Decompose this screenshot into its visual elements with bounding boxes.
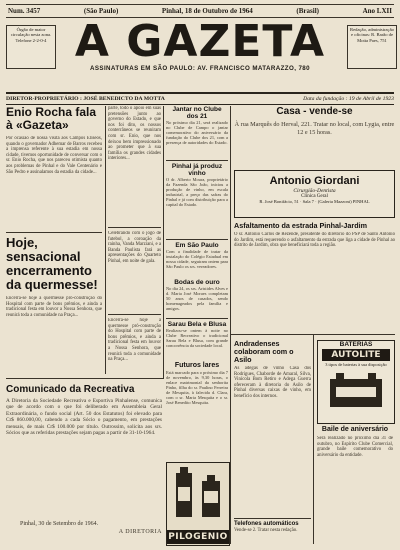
text-noivos: Está marcado para o próximo dia 7 de novembro, às 9,30 horas, o enlace matrimonial da senhorita Pinho, filha do sr. Paulino Ferreira de Mesquita, à falecida d. Clara, com o sr. Maria Mesquita e o sr. José Benedito Mesquita. [166,370,228,405]
article-baile [317,426,393,536]
subscription-address: ASSINATURAS EM SÃO PAULO: AV. FRANCISCO MATARAZZO, 780 [90,65,310,72]
baterias-ad [317,340,395,424]
dentist-address: R. José Bonifácio, 51 · Sala 7 · (Galeria Mazzoni) PINHAL [259,199,370,204]
article-andradenses [234,340,311,534]
text-sao-paulo: Com a finalidade de tratar da instalação do Colégio Estadual em nossa cidade, seguiram ontem para São Paulo os srs. vereadores. [166,249,228,269]
text-enio-cont: parte, todo o apoio em suas pretensões junto ao governo do Estado, e que nos foi dito, os nossos conterrâneos se reuniram com sr. Enio, que nos deixou bem impressionado ao prometer que à sua família os grandes cidades interiores... [108,106,161,162]
pilogenio-brand: PILOGENIO [168,532,228,542]
baterias-sub: 3 tipos de baterias à sua disposição [325,362,387,367]
text-recreativa: A Diretoria da Sociedade Recreativa e Esportiva Pinhalense, comunica que de acordo com o que foi deliberado em Assembleia Geral Extraordinária, o fundo social (Art. 50 dos Estatutos) foi elevado para Cr$ 860.000,00, cabendo a cada Sócio o pagamento, em prestações mensais, de mais Cr$ 100.000 por título. Outrossim, solicita aos srs. Sócios que as referidas prestações sejam pagas a partir de 31-10-1964. [6,398,162,437]
newspaper-title: A GAZETA [74,16,326,67]
text-sarau: Realizou-se ontem à noite no Clube Recreativo o tradicional Sarau Bela e Blusa, com grande concorrência da sociedade local. [166,328,228,348]
text-andradenses: As adegas de vinho Casa dos Rodrigues, Chaborde de Amaral, Silva, Vinícola Bom Retiro e Adega Guerra ofereceram à diretoria do Asilo de Pinhal diversas caixas de vinho, em benefício dos internos. [234,366,311,399]
pilogenio-ad [166,462,230,546]
headline-jantar: Jantar no Clube dos 21 [172,106,222,120]
recreativa-date: Pinhal, 30 de Setembro de 1964. [20,521,99,527]
article-noivos [166,362,228,460]
headline-andradenses: Andradenses colaboram com o Asilo [234,339,294,364]
headline-asfalto: Asfaltamento da estrada Pinhal-Jardim [234,221,368,230]
headline-recreativa: Comunicado da Recreativa [6,384,135,395]
headline-sao-paulo: Em São Paulo [175,242,219,249]
founding-date: Data da fundação : 19 de Abril de 1923 [303,96,394,102]
issue-date: Pinhal, 18 de Outubro de 1964 [161,7,253,15]
issue-city: (São Paulo) [83,7,119,15]
director-bar [6,92,394,105]
text-asfalto: O sr. Antonio Carlos de Rezende, presidente do diretório do PSP de Santo Antonio do Jardim, está requerendo o asfaltamento da estrada que liga a cidade de Pinhal ao distrito de Jardim, obra que beneficiará toda a região. [234,232,395,249]
text-bodas: No dia 24, os srs. Aristides Alves e d. Maria José Moraes completam 50 anos de casados, sendo homenageados pela família e amigos. [166,286,228,311]
headline-baile: Baile de aniversário [321,426,389,433]
headline-noivos: Futuros lares [174,362,220,369]
headline-enio: Enio Rocha fala à «Gazeta» [6,105,97,132]
bottle-illustration [168,463,228,525]
headline-sarau: Sarau Bela e Blusa [167,321,227,328]
ad-casa [234,106,395,137]
article-recreativa [6,384,162,535]
dentist-name: Antonio Giordani [269,175,360,187]
text-vinho: O dr. Alberto Moura, proprietário da Fazenda São João, iniciou a produção de vinho, em escala industrial, a preço das safras do Pinhal e já com distribuição para a capital do Estado. [166,177,228,207]
column-3 [166,106,228,358]
headline-telefones: Telefones automáticos [234,521,299,527]
issue-year: Ano LXII [362,7,392,15]
issue-number: Num. 3457 [8,7,41,15]
battery-icon [326,369,386,409]
issue-country: (Brasil) [296,7,319,15]
casa-text: À rua Marquês do Herval, 221. Tratar no local, com Lygia, entre 12 e 15 horas. [234,121,395,136]
headline-vinho: Pinhal já produz vinho [171,163,223,177]
article-enio [6,106,102,386]
autolite-brand: AUTOLITE [322,349,390,361]
circulation-box: Órgão de maior circulação nesta zona. Telefone 2-2-0-4 [6,25,56,69]
article-asfalto [234,222,395,330]
text-baile: Será realizado no próximo dia 31 de outubro, no Espírito Clube Comercial, grande baile comemorativo do aniversário da entidade. [317,436,393,458]
dentist-role: Cirurgião-Dentista [293,188,336,194]
recreativa-sign: A DIRETORIA [118,528,162,535]
text-jantar: No próximo dia 21, será realizado no Clube de Campo o jantar comemorativo do aniversário da fundação do Clube dos 21, com a presença de autoridades do Estado. [166,120,228,145]
masthead [64,16,336,72]
text-quermesse-extra: Encerra-se hoje a quermesse pró-construção do Hospital com parte de bons prêmios, e ainda a tradicional festa em louvor a Nossa Senhora, que reunirá toda a comunidade na Praça... [108,318,161,363]
dentist-place: Clínica Geral [301,194,328,199]
baterias-top: BATERIAS [339,341,373,348]
headline-quermesse: Hoje, sensacional encerramento da quermesse! [6,235,98,292]
text-enio: Por ocasião de nossa visita aos Campos Eliseos, quando o governador Adhemar de Barros recebeu a imprensa referente à sua estadia em nossa cidade, tivemos oportunidade de conversar com o sr. Enio Rocha, que nos pareceu otimista quanto aos problemas de Pinhal e do Vale Centenário e São Pedro e assinalamos da estadia da cidade... [6,136,102,175]
director-name: DIRETOR-PROPRIETÁRIO : JOSÉ BENEDICTO DA MOTTA [6,96,165,102]
casa-title: Casa - vende-se [276,106,353,117]
column-2 [108,106,161,378]
text-telefones: Vende-se 2. Tratar nesta redação. [234,528,298,533]
office-box: Redação, administração e oficinas: R. Barão de Motta Paes, 751 [347,25,397,69]
headline-bodas: Bodas de ouro [174,279,220,286]
text-quermesse-cont: Celebrando com o jogo de futebol, a coroação da rainha, Vanda Marziani, e a Banda Paulista fará as apresentações do Quarteto Pinhal, em noite de gala. [108,231,161,264]
text-quermesse: Encerra-se hoje a quermesse pró-construção do Hospital com parte de bons prêmios, e ainda a tradicional festa em louvor a Nossa Senhora, que reunirá toda a comunidade na Praça... [6,296,102,318]
dentist-ad [234,170,395,218]
